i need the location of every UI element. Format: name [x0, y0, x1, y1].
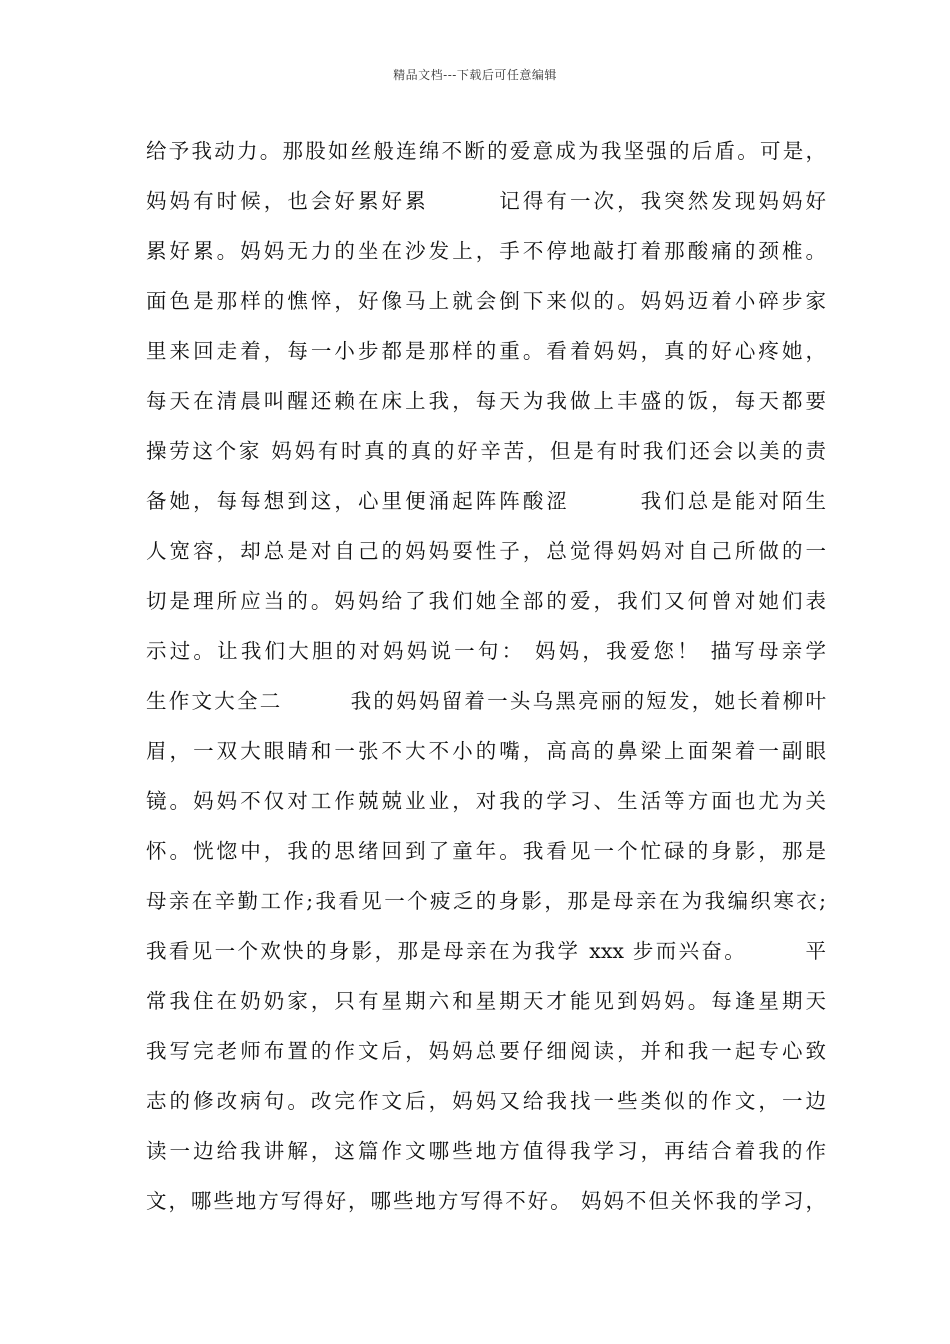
- text-line: 眉，一双大眼睛和一张不大不小的嘴，高高的鼻梁上面架着一副眼: [146, 739, 826, 763]
- essay-body: [146, 126, 826, 1226]
- text-line: 妈妈有时候，也会好累好累 记得有一次，我突然发现妈妈好: [146, 189, 826, 213]
- text-line: 里来回走着，每一小步都是那样的重。看着妈妈，真的好心疼她，: [146, 339, 826, 363]
- text-line: 镜。妈妈不仅对工作兢兢业业，对我的学习、生活等方面也尤为关: [146, 789, 826, 813]
- text-line: 母亲在辛勤工作;我看见一个疲乏的身影，那是母亲在为我编织寒衣;: [146, 889, 826, 913]
- text-line: 备她，每每想到这，心里便涌起阵阵酸涩 我们总是能对陌生: [146, 489, 826, 513]
- text-line: 读一边给我讲解，这篇作文哪些地方值得我学习，再结合着我的作: [146, 1139, 826, 1163]
- text-line: 切是理所应当的。妈妈给了我们她全部的爱，我们又何曾对她们表: [146, 589, 826, 613]
- text-line: 我看见一个欢快的身影，那是母亲在为我学 xxx 步而兴奋。 平: [146, 939, 826, 963]
- text-line: 常我住在奶奶家，只有星期六和星期天才能见到妈妈。每逢星期天: [146, 989, 826, 1013]
- text-line: 人宽容，却总是对自己的妈妈耍性子，总觉得妈妈对自己所做的一: [146, 539, 826, 563]
- text-line: 面色是那样的憔悴，好像马上就会倒下来似的。妈妈迈着小碎步家: [146, 289, 826, 313]
- text-line: 给予我动力。那股如丝般连绵不断的爱意成为我坚强的后盾。可是，: [146, 139, 826, 163]
- text-line: 示过。让我们大胆的对妈妈说一句： 妈妈，我爱您！ 描写母亲学: [146, 639, 826, 663]
- text-line: 每天在清晨叫醒还赖在床上我，每天为我做上丰盛的饭，每天都要: [146, 389, 826, 413]
- text-line: 操劳这个家 妈妈有时真的真的好辛苦，但是有时我们还会以美的责: [146, 439, 826, 463]
- page-header: 精品文档---下载后可任意编辑: [393, 68, 557, 82]
- text-line: 我写完老师布置的作文后，妈妈总要仔细阅读，并和我一起专心致: [146, 1039, 826, 1063]
- text-line: 生作文大全二 我的妈妈留着一头乌黑亮丽的短发，她长着柳叶: [146, 689, 826, 713]
- text-line: 累好累。妈妈无力的坐在沙发上，手不停地敲打着那酸痛的颈椎。: [146, 239, 826, 263]
- text-line: 志的修改病句。改完作文后，妈妈又给我找一些类似的作文，一边: [146, 1089, 826, 1113]
- text-line: 文，哪些地方写得好，哪些地方写得不好。 妈妈不但关怀我的学习，: [146, 1189, 826, 1213]
- text-line: 怀。恍惚中，我的思绪回到了童年。我看见一个忙碌的身影，那是: [146, 839, 826, 863]
